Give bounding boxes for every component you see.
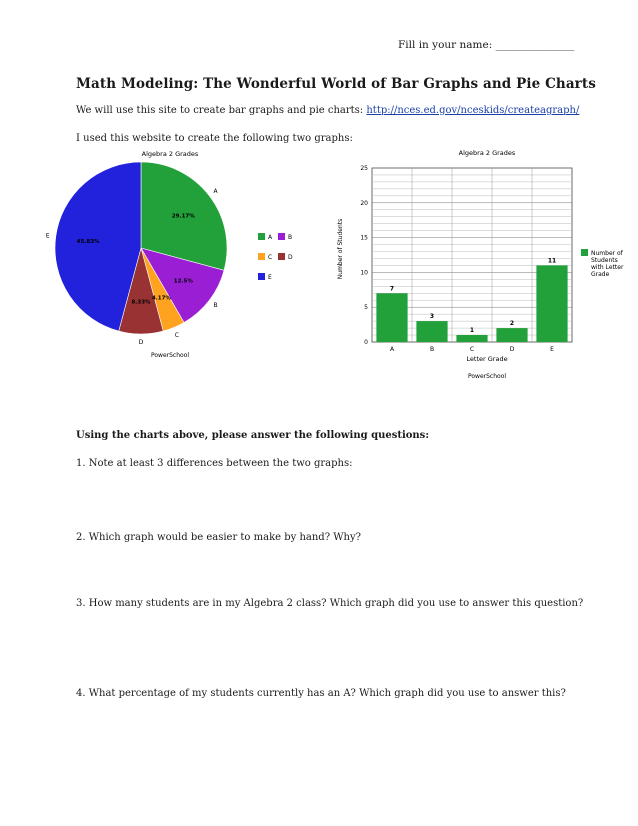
bar-y-tick-label: 15 <box>360 234 368 242</box>
pie-legend-swatch-a <box>258 233 265 240</box>
bar-x-tick-label-e: E <box>550 346 554 353</box>
pie-legend-swatch-e <box>258 273 265 280</box>
bar-b <box>416 321 447 342</box>
intro-paragraph <box>76 105 579 116</box>
bar-x-tick-label-d: D <box>509 346 515 353</box>
name-prompt: Fill in your name: _______________ <box>398 39 575 51</box>
bar-value-label-b: 3 <box>429 313 435 321</box>
pie-legend-swatch-d <box>278 253 285 260</box>
bar-ylabel: Number of Students <box>337 218 344 280</box>
pie-legend-swatch-c <box>258 253 265 260</box>
pie-value-label-a: 29.17% <box>171 213 195 220</box>
bar-y-tick-label: 20 <box>360 199 368 207</box>
bar-xlabel: Letter Grade <box>466 355 508 363</box>
bar-a <box>376 293 407 342</box>
createagraph-link[interactable]: http://nces.ed.gov/nceskids/createagraph/ <box>366 105 580 116</box>
pie-chart <box>40 145 325 370</box>
page-title: Math Modeling: The Wonderful World of Bar Graphs and Pie Charts <box>76 76 596 92</box>
bar-y-tick-label: 5 <box>364 304 368 312</box>
pie-legend-label-e: E <box>268 274 272 281</box>
bar-legend-label: Number of Students with Letter Grade <box>591 250 624 278</box>
question-2: 2. Which graph would be easier to make by hand? Why? <box>76 532 361 543</box>
pie-legend-label-b: B <box>288 234 293 241</box>
pie-legend-label-c: C <box>268 254 273 261</box>
question-3: 3. How many students are in my Algebra 2 class? Which graph did you use to answer this question? <box>76 598 584 609</box>
pie-legend-swatch-b <box>278 233 285 240</box>
intro-text: We will use this site to create bar graphs and pie charts: <box>76 105 367 116</box>
pie-category-label-a: A <box>213 187 218 195</box>
bar-value-label-a: 7 <box>389 285 395 293</box>
bar-legend-swatch <box>581 249 588 256</box>
pie-legend-label-d: D <box>288 254 293 261</box>
pie-title: Algebra 2 Grades <box>141 150 199 158</box>
bar-y-tick-label: 25 <box>360 165 368 172</box>
pie-category-label-e: E <box>45 232 50 240</box>
bar-e <box>536 265 567 342</box>
pie-category-label-c: C <box>174 331 180 339</box>
pie-value-label-c: 4.17% <box>151 295 171 302</box>
bar-source: PowerSchool <box>467 373 507 380</box>
bar-d <box>496 328 527 342</box>
questions-heading: Using the charts above, please answer the following questions: <box>76 430 430 441</box>
pie-value-label-b: 12.5% <box>173 278 193 285</box>
pie-category-label-b: B <box>213 302 218 310</box>
bar-y-tick-label: 0 <box>364 339 368 346</box>
bar-chart <box>330 145 630 390</box>
bar-title: Algebra 2 Grades <box>458 149 516 157</box>
pie-value-label-e: 45.83% <box>76 239 100 245</box>
bar-y-tick-label: 10 <box>360 269 368 277</box>
used-website-text: I used this website to create the following two graphs: <box>76 133 353 144</box>
bar-x-tick-label-b: B <box>429 346 435 353</box>
bar-c <box>456 335 487 342</box>
bar-value-label-c: 1 <box>469 327 475 334</box>
pie-value-label-d: 8.33% <box>131 299 151 306</box>
pie-category-label-d: D <box>138 339 144 346</box>
pie-legend-label-a: A <box>268 234 273 241</box>
pie-source: PowerSchool <box>150 352 190 359</box>
question-4: 4. What percentage of my students currently has an A? Which graph did you use to answer this? <box>76 688 566 699</box>
bar-value-label-d: 2 <box>509 320 515 328</box>
bar-x-tick-label-a: A <box>389 346 395 353</box>
bar-value-label-e: 11 <box>547 257 557 265</box>
question-1: 1. Note at least 3 differences between the two graphs: <box>76 458 353 469</box>
bar-x-tick-label-c: C <box>469 346 475 353</box>
